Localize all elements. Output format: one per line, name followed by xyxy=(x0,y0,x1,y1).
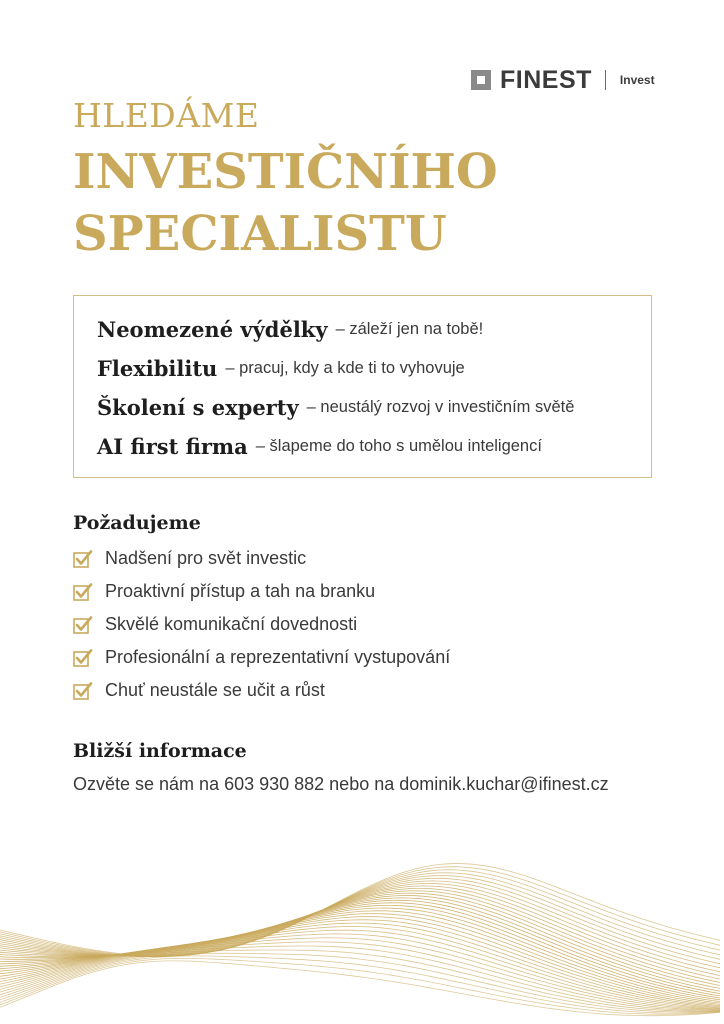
company-logo xyxy=(471,67,655,93)
benefit-heading: Školení s experty xyxy=(97,395,299,420)
checkbox-check-icon xyxy=(73,549,93,569)
requirement-text: Chuť neustále se učit a růst xyxy=(105,680,325,700)
benefit-row xyxy=(97,388,651,427)
headline-line-3: SPECIALISTU xyxy=(73,206,447,262)
contact-heading: Bližší informace xyxy=(73,740,247,762)
benefit-description: – šlapeme do toho s umělou inteligencí xyxy=(255,437,542,455)
wave-line xyxy=(0,958,720,1014)
requirement-item xyxy=(73,608,450,641)
requirement-text: Proaktivní přístup a tah na branku xyxy=(105,581,376,601)
benefit-heading: AI first firma xyxy=(97,434,248,459)
logo-subtitle: Invest xyxy=(619,73,655,87)
wave-line xyxy=(0,956,720,1013)
requirement-text: Skvělé komunikační dovednosti xyxy=(105,614,358,634)
requirement-text: Profesionální a reprezentativní vystupování xyxy=(105,647,451,667)
requirements-heading: Požadujeme xyxy=(73,512,201,534)
requirements-list xyxy=(73,542,450,707)
logo-name: FINEST xyxy=(500,65,592,94)
headline-line-2: INVESTIČNÍHO xyxy=(73,144,498,200)
checkbox-check-icon xyxy=(73,648,93,668)
checkbox-check-icon xyxy=(73,615,93,635)
requirement-text: Nadšení pro svět investic xyxy=(105,548,307,568)
benefit-heading: Flexibilitu xyxy=(97,356,218,381)
contact-text: Ozvěte se nám na 603 930 882 nebo na dominik.kuchar@ifinest.cz xyxy=(73,774,609,794)
logo-divider xyxy=(605,70,606,90)
requirement-item xyxy=(73,641,450,674)
benefit-description: – neustálý rozvoj v investičním světě xyxy=(306,398,575,416)
benefit-heading: Neomezené výdělky xyxy=(97,317,328,342)
logo-square-icon xyxy=(471,70,491,90)
wave-line xyxy=(0,876,720,960)
requirement-item xyxy=(73,674,450,707)
requirement-item xyxy=(73,575,450,608)
wave-line xyxy=(0,930,720,1008)
checkbox-check-icon xyxy=(73,582,93,602)
decorative-wave-lines xyxy=(0,820,724,1024)
wave-line xyxy=(0,864,720,957)
headline-line-1: HLEDÁME xyxy=(73,96,260,135)
benefits-box xyxy=(73,295,652,478)
benefit-row xyxy=(97,349,651,388)
benefit-description: – pracuj, kdy a kde ti to vyhovuje xyxy=(225,359,465,377)
requirement-item xyxy=(73,542,450,575)
checkbox-check-icon xyxy=(73,681,93,701)
benefit-row xyxy=(97,310,651,349)
benefit-description: – záleží jen na tobě! xyxy=(335,320,484,338)
benefit-row xyxy=(97,427,651,466)
